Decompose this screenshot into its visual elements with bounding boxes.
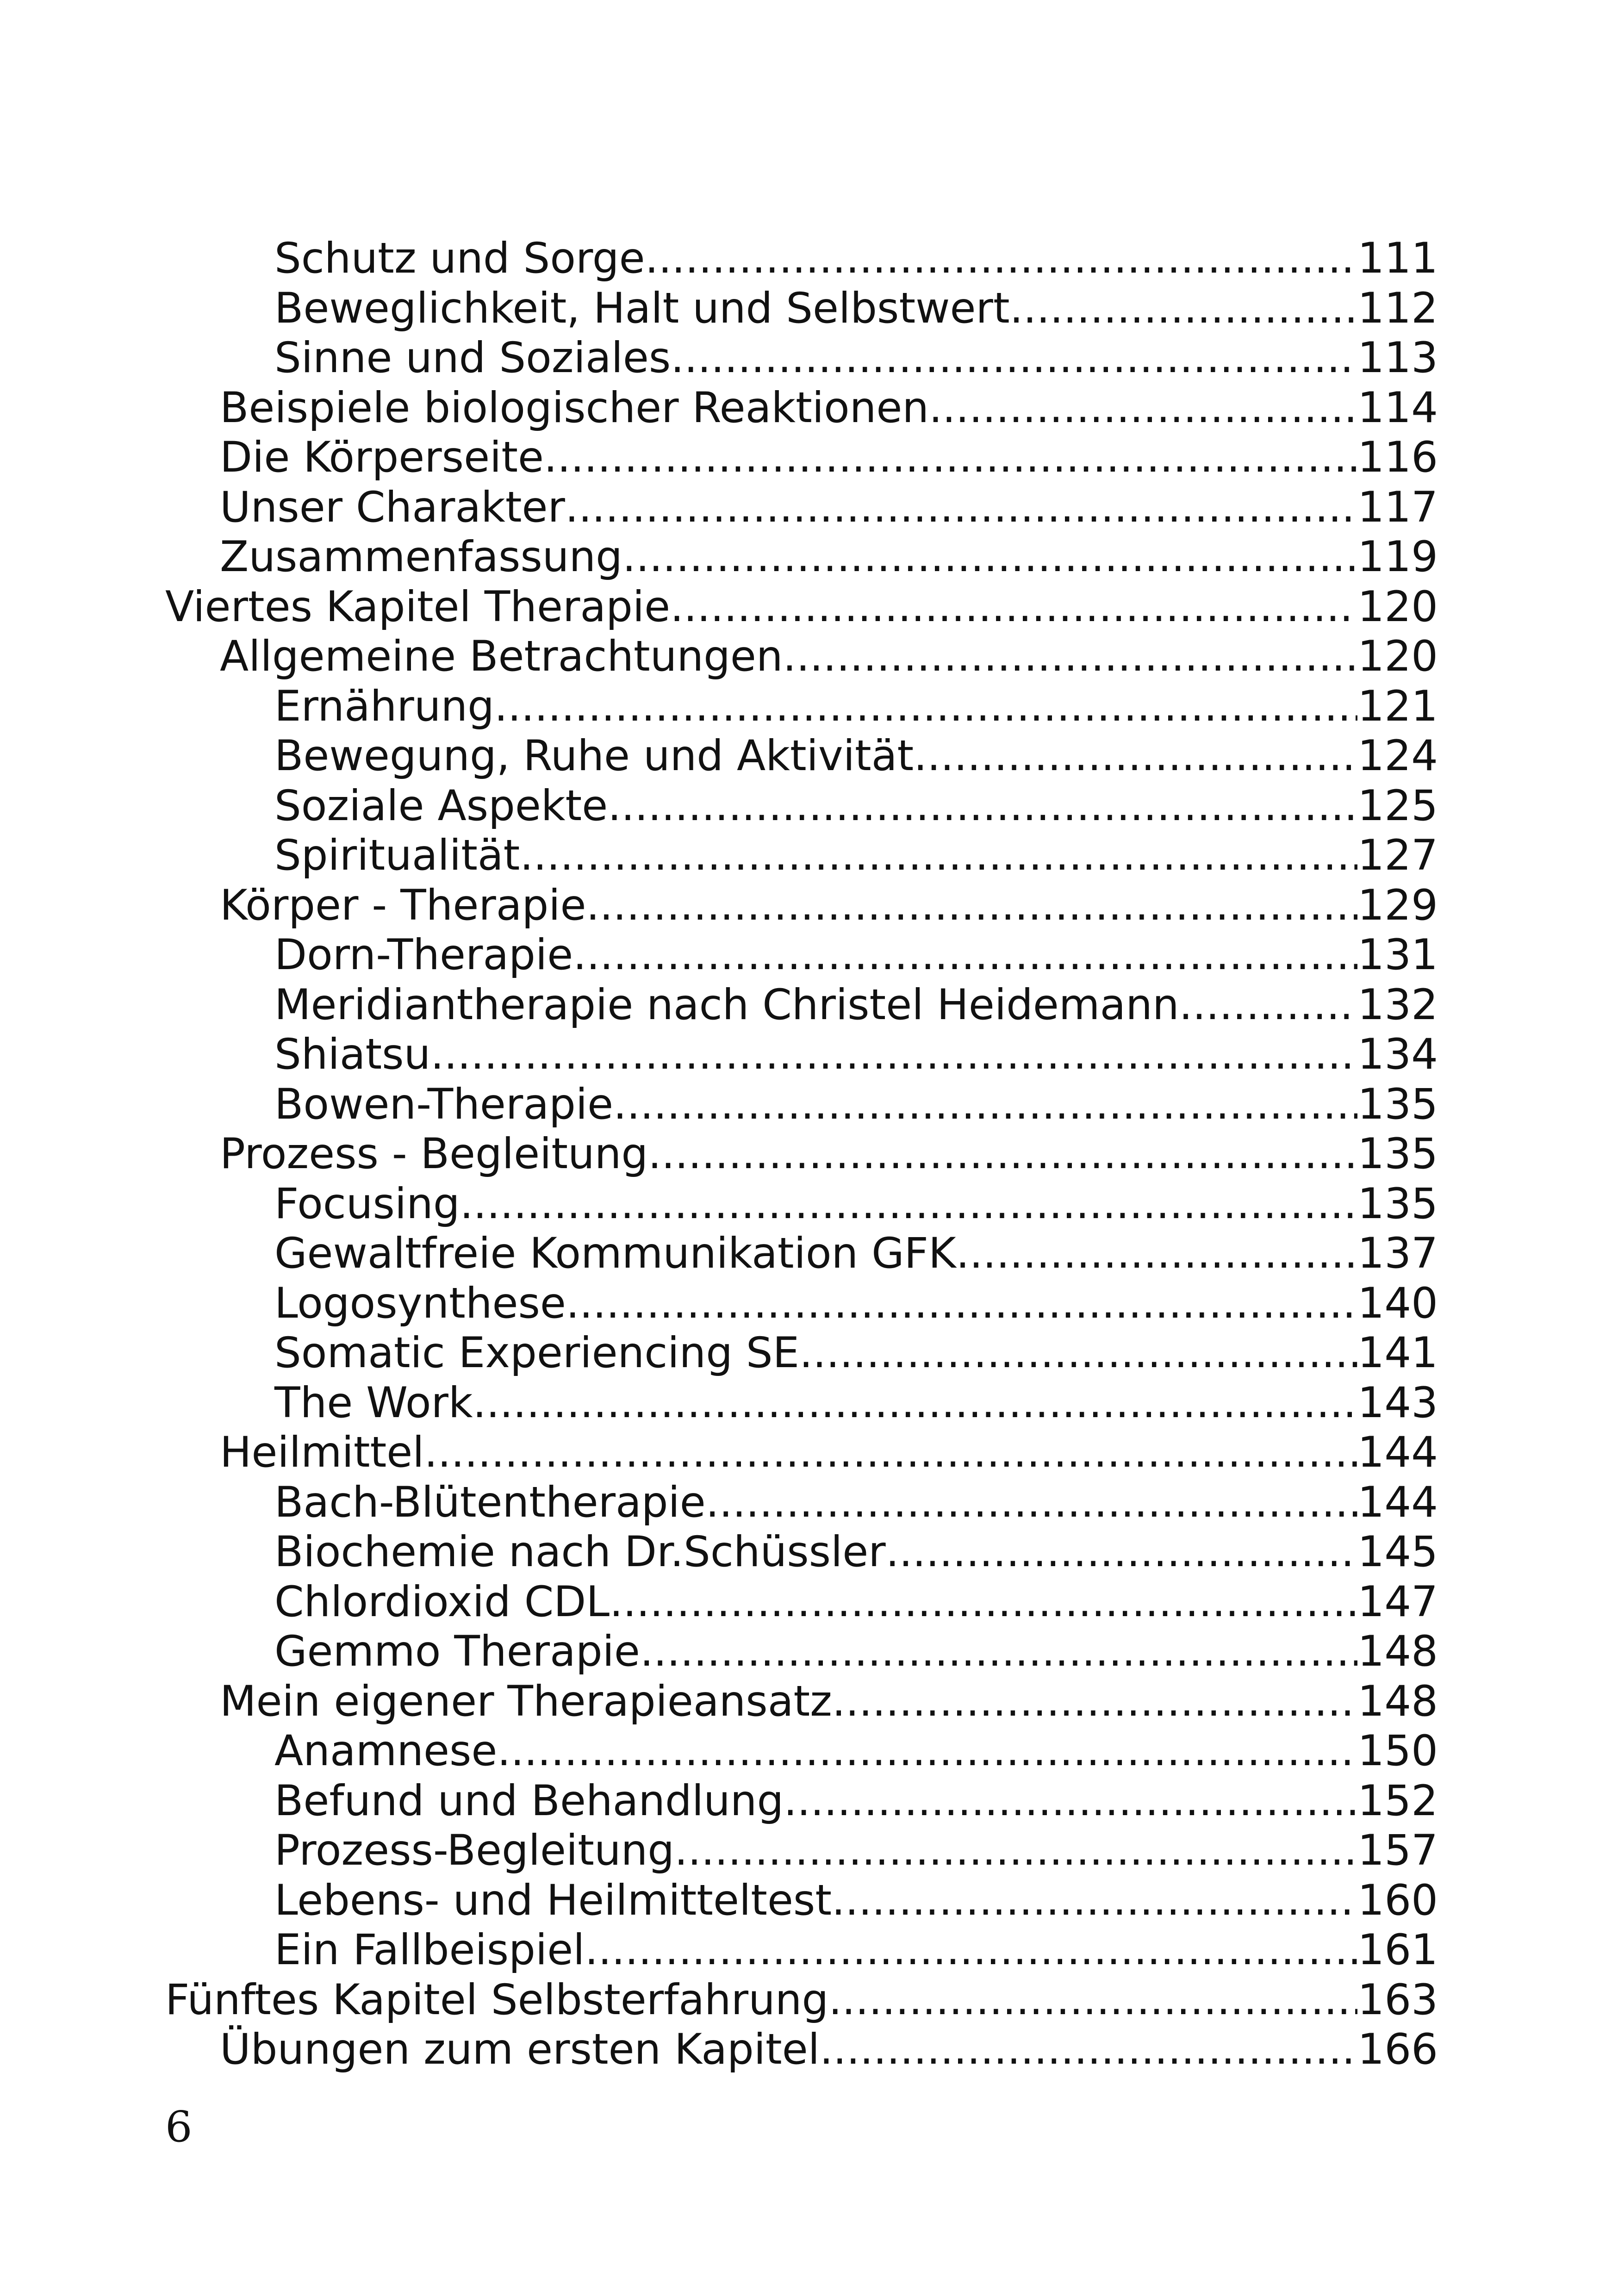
toc-leader-dots (799, 1328, 1357, 1378)
toc-entry-title: Anamnese (274, 1727, 498, 1775)
toc-leader-dots (473, 1378, 1358, 1428)
toc-entry-page: 140 (1357, 1279, 1438, 1328)
toc-leader-dots (832, 1677, 1357, 1727)
toc-entry-title: The Work (274, 1378, 473, 1427)
toc-entry[interactable] (165, 1478, 1438, 1528)
toc-entry-title: Prozess - Begleitung (220, 1130, 648, 1178)
toc-entry-title: Ernährung (274, 682, 494, 731)
toc-entry-page: 135 (1357, 1179, 1438, 1228)
toc-entry-page: 166 (1357, 2025, 1438, 2074)
toc-entry[interactable] (165, 1627, 1438, 1677)
toc-entry[interactable] (165, 1378, 1438, 1428)
toc-entry[interactable] (165, 1030, 1438, 1080)
toc-entry[interactable] (165, 2025, 1438, 2075)
toc-entry[interactable] (165, 483, 1438, 533)
toc-entry-page: 113 (1357, 334, 1438, 382)
toc-leader-dots (613, 1080, 1357, 1130)
toc-leader-dots (886, 1527, 1358, 1577)
toc-entry-page: 144 (1357, 1478, 1438, 1527)
toc-entry-title: Befund und Behandlung (274, 1776, 784, 1825)
toc-leader-dots (1010, 284, 1358, 334)
toc-entry-page: 131 (1357, 931, 1438, 979)
toc-entry[interactable] (165, 682, 1438, 732)
toc-entry[interactable] (165, 731, 1438, 781)
toc-entry[interactable] (165, 284, 1438, 334)
toc-entry-title: Chlordioxid CDL (274, 1577, 610, 1626)
toc-entry-page: 157 (1357, 1826, 1438, 1875)
toc-entry[interactable] (165, 1328, 1438, 1378)
toc-entry[interactable] (165, 532, 1438, 582)
toc-entry-page: 112 (1357, 284, 1438, 333)
toc-entry-page: 125 (1357, 781, 1438, 830)
toc-entry-title: Beweglichkeit, Halt und Selbstwert (274, 284, 1010, 333)
toc-entry[interactable] (165, 383, 1438, 433)
toc-entry-title: Biochemie nach Dr.Schüssler (274, 1528, 886, 1576)
toc-entry-title: Zusammenfassung (220, 533, 622, 581)
toc-entry[interactable] (165, 781, 1438, 831)
toc-leader-dots (586, 881, 1358, 931)
toc-entry-title: Bach-Blütentherapie (274, 1478, 706, 1527)
toc-entry[interactable] (165, 433, 1438, 483)
toc-entry[interactable] (165, 1826, 1438, 1876)
toc-entry-page: 144 (1357, 1428, 1438, 1477)
toc-entry-title: Die Körperseite (220, 433, 544, 482)
toc-leader-dots (497, 1726, 1357, 1776)
toc-leader-dots (784, 1776, 1357, 1826)
toc-entry-page: 163 (1357, 1975, 1438, 2024)
toc-leader-dots (820, 2025, 1357, 2075)
toc-entry-title: Bowen-Therapie (274, 1080, 614, 1129)
toc-entry-title: Meridiantherapie nach Christel Heidemann (274, 980, 1179, 1029)
toc-leader-dots (640, 1627, 1357, 1677)
toc-entry-page: 150 (1357, 1727, 1438, 1775)
toc-entry-title: Prozess-Begleitung (274, 1826, 675, 1875)
toc-entry-page: 132 (1357, 980, 1438, 1029)
toc-entry-page: 135 (1357, 1080, 1438, 1129)
toc-entry-title: Viertes Kapitel Therapie (165, 582, 671, 631)
toc-entry[interactable] (165, 1726, 1438, 1776)
toc-leader-dots (648, 1129, 1357, 1179)
toc-entry-title: Mein eigener Therapieansatz (220, 1677, 832, 1726)
toc-leader-dots (494, 682, 1357, 732)
toc-entry-page: 129 (1357, 881, 1438, 930)
toc-leader-dots (585, 1925, 1357, 1975)
toc-entry-title: Soziale Aspekte (274, 781, 608, 830)
toc-leader-dots (828, 1975, 1357, 2025)
toc-leader-dots (929, 383, 1357, 433)
toc-entry[interactable] (165, 1876, 1438, 1926)
toc-entry[interactable] (165, 980, 1438, 1030)
toc-entry[interactable] (165, 333, 1438, 383)
toc-entry-page: 137 (1357, 1229, 1438, 1278)
toc-entry[interactable] (165, 1677, 1438, 1727)
toc-entry-title: Ein Fallbeispiel (274, 1926, 585, 1974)
toc-entry-page: 120 (1357, 632, 1438, 681)
toc-entry-page: 148 (1357, 1677, 1438, 1726)
toc-leader-dots (674, 1826, 1357, 1876)
toc-entry-page: 160 (1357, 1876, 1438, 1925)
toc-entry-page: 111 (1357, 234, 1438, 283)
toc-entry-page: 141 (1357, 1329, 1438, 1377)
toc-entry-page: 147 (1357, 1577, 1438, 1626)
toc-entry-page: 134 (1357, 1030, 1438, 1079)
toc-entry[interactable] (165, 1179, 1438, 1229)
toc-entry-title: Bewegung, Ruhe und Aktivität (274, 732, 914, 780)
toc-entry-page: 145 (1357, 1528, 1438, 1576)
toc-entry-title: Gemmo Therapie (274, 1627, 640, 1676)
toc-leader-dots (544, 433, 1357, 483)
toc-entry[interactable] (165, 1129, 1438, 1179)
toc-leader-dots (832, 1876, 1357, 1926)
toc-leader-dots (914, 731, 1357, 781)
toc-leader-dots (430, 1030, 1357, 1080)
toc-entry-title: Spiritualität (274, 831, 520, 880)
toc-leader-dots (670, 582, 1357, 632)
toc-leader-dots (520, 831, 1357, 881)
toc-entry[interactable] (165, 1776, 1438, 1826)
toc-entry-page: 114 (1357, 383, 1438, 432)
toc-entry-title: Körper - Therapie (220, 881, 586, 930)
toc-leader-dots (956, 1229, 1358, 1279)
toc-entry-title: Übungen zum ersten Kapitel (220, 2025, 820, 2074)
toc-leader-dots (671, 333, 1357, 383)
toc-entry-page: 161 (1357, 1926, 1438, 1974)
page-number: 6 (165, 2102, 193, 2152)
toc-entry[interactable] (165, 1527, 1438, 1577)
toc-leader-dots (424, 1428, 1358, 1478)
toc-entry-title: Unser Charakter (220, 483, 565, 532)
toc-leader-dots (460, 1179, 1358, 1229)
toc-entry-title: Allgemeine Betrachtungen (220, 632, 783, 681)
toc-entry-title: Beispiele biologischer Reaktionen (220, 383, 929, 432)
toc-entry[interactable] (165, 1080, 1438, 1130)
toc-entry-title: Fünftes Kapitel Selbsterfahrung (165, 1975, 829, 2024)
toc-entry-page: 152 (1357, 1776, 1438, 1825)
toc-leader-dots (610, 1577, 1357, 1627)
toc-leader-dots (573, 930, 1357, 980)
toc-entry-title: Heilmittel (220, 1428, 424, 1477)
toc-leader-dots (1179, 980, 1358, 1030)
toc-entry[interactable] (165, 1925, 1438, 1975)
toc-entry-title: Somatic Experiencing SE (274, 1329, 800, 1377)
toc-entry[interactable] (165, 1577, 1438, 1627)
toc-entry[interactable] (165, 1428, 1438, 1478)
toc-entry-title: Focusing (274, 1179, 460, 1228)
toc-entry-page: 121 (1357, 682, 1438, 731)
toc-leader-dots (608, 781, 1357, 831)
toc-entry-page: 120 (1357, 582, 1438, 631)
toc-entry-page: 143 (1357, 1378, 1438, 1427)
toc-entry-title: Schutz und Sorge (274, 234, 645, 283)
toc-entry-page: 148 (1357, 1627, 1438, 1676)
toc-entry[interactable] (165, 1279, 1438, 1329)
toc-entry-page: 116 (1357, 433, 1438, 482)
toc-entry[interactable] (165, 1975, 1438, 2025)
toc-leader-dots (565, 483, 1357, 533)
toc-entry-page: 117 (1357, 483, 1438, 532)
toc-entry-page: 124 (1357, 732, 1438, 780)
toc-entry-title: Logosynthese (274, 1279, 566, 1328)
toc-leader-dots (783, 632, 1358, 682)
toc-entry-title: Sinne und Soziales (274, 334, 671, 382)
toc-leader-dots (645, 234, 1358, 284)
toc-entry-page: 135 (1357, 1130, 1438, 1178)
toc-entry[interactable] (165, 831, 1438, 881)
toc-entry-title: Lebens- und Heilmitteltest (274, 1876, 832, 1925)
toc-entry-title: Gewaltfreie Kommunikation GFK (274, 1229, 956, 1278)
toc-entry[interactable] (165, 1229, 1438, 1279)
toc-leader-dots (706, 1478, 1358, 1528)
toc-entry[interactable] (165, 881, 1438, 931)
toc-leader-dots (566, 1279, 1357, 1329)
toc-entry[interactable] (165, 234, 1438, 284)
toc-entry-title: Shiatsu (274, 1030, 431, 1079)
toc-leader-dots (622, 532, 1357, 582)
toc-entry[interactable] (165, 930, 1438, 980)
table-of-contents (165, 234, 1438, 2075)
toc-entry-page: 119 (1357, 533, 1438, 581)
toc-entry-page: 127 (1357, 831, 1438, 880)
toc-entry[interactable] (165, 632, 1438, 682)
toc-entry-title: Dorn-Therapie (274, 931, 573, 979)
toc-entry[interactable] (165, 582, 1438, 632)
